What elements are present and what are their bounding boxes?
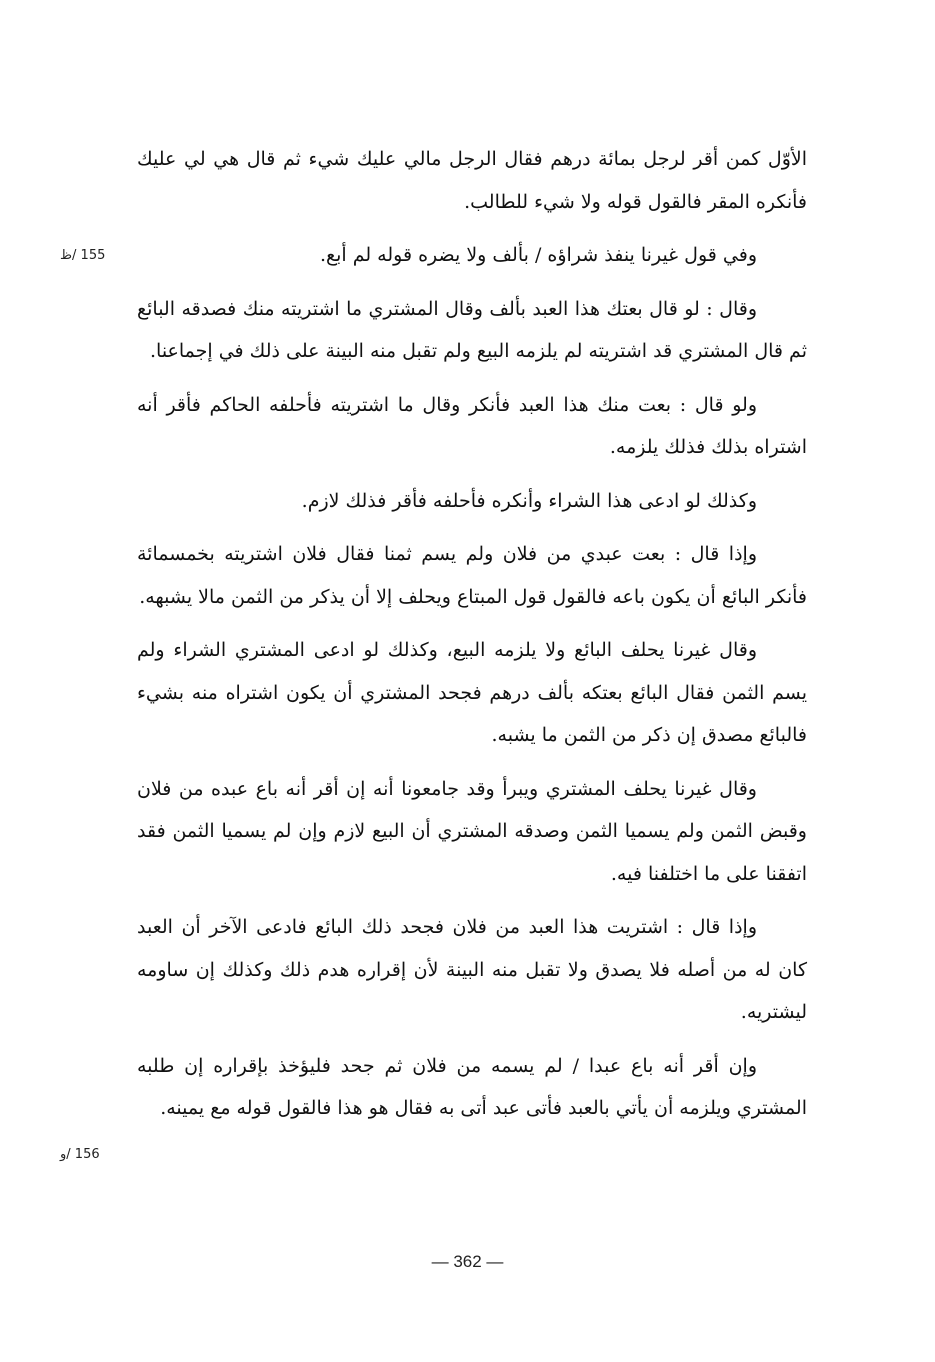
paragraph: وقال : لو قال بعتك هذا العبد بألف وقال المشتري ما اشتريته منك فصدقه البائع ثم قال المشتري قد اشتريته لم يلزمه البيع ولم تقبل منه البينة على ذلك في إجماعنا. [137, 297, 807, 362]
paragraph: ولو قال : بعت منك هذا العبد فأنكر وقال ما اشتريته فأحلفه الحاكم فأقر أنه اشتراه بذلك فذلك يلزمه. [137, 393, 807, 458]
main-text-block [137, 138, 807, 1141]
paragraph: وفي قول غيرنا ينفذ شراؤه / بألف ولا يضره قوله لم أبع. [319, 244, 757, 266]
marginal-folio-note-155: 155 /ظ [60, 248, 106, 263]
paragraph: وإذا قال : بعت عبدي من فلان ولم يسم ثمنا فقال فلان اشتريته بخمسمائة فأنكر البائع أن يكون باعه فالقول قول المبتاع ويحلف إلا أن يذكر من الثمن مالا يشبهه. [137, 543, 807, 608]
page-number: — 362 — [431, 1252, 504, 1271]
paragraph: وقال غيرنا يحلف البائع ولا يلزمه البيع، وكذلك لو ادعى المشتري الشراء ولم يسم الثمن فقال البائع بعتكه بألف درهم فجحد المشتري أن يكون اشتراه منه بشيء فالبائع مصدق إن ذكر من الثمن ما يشبه. [137, 639, 807, 746]
paragraph: وقال غيرنا يحلف المشتري ويبرأ وقد جامعونا أنه إن أقر أنه باع عبده من فلان وقبض الثمن ولم يسميا الثمن وصدقه المشتري أن البيع لازم وإن لم يسميا الثمن فقد اتفقنا على ما اختلفنا فيه. [137, 777, 807, 885]
marginal-folio-note-156: 156 /و [60, 1147, 100, 1162]
paragraph: وإن أقر أنه باع عبدا / لم يسمه من فلان ثم جحد فليؤخذ بإقراره إن طلبه المشتري ويلزمه أن يأتي بالعبد فأتى عبد أتى به فقال هو هذا فالقول قوله مع يمينه. [137, 1054, 807, 1119]
paragraph: الأوّل كمن أقر لرجل بمائة درهم فقال الرجل مالي عليك شيء ثم قال هي لي عليك فأنكره المقر فالقول قوله ولا شيء للطالب. [137, 148, 807, 213]
paragraph: وكذلك لو ادعى هذا الشراء وأنكره فأحلفه فأقر فذلك لازم. [301, 489, 757, 512]
paragraph: وإذا قال : اشتريت هذا العبد من فلان فجحد ذلك البائع فادعى الآخر أن العبد كان له من أصله فلا يصدق ولا تقبل منه البينة لأن إقراره هدم ذلك وكذلك إن ساومه ليشتريه. [137, 916, 807, 1023]
